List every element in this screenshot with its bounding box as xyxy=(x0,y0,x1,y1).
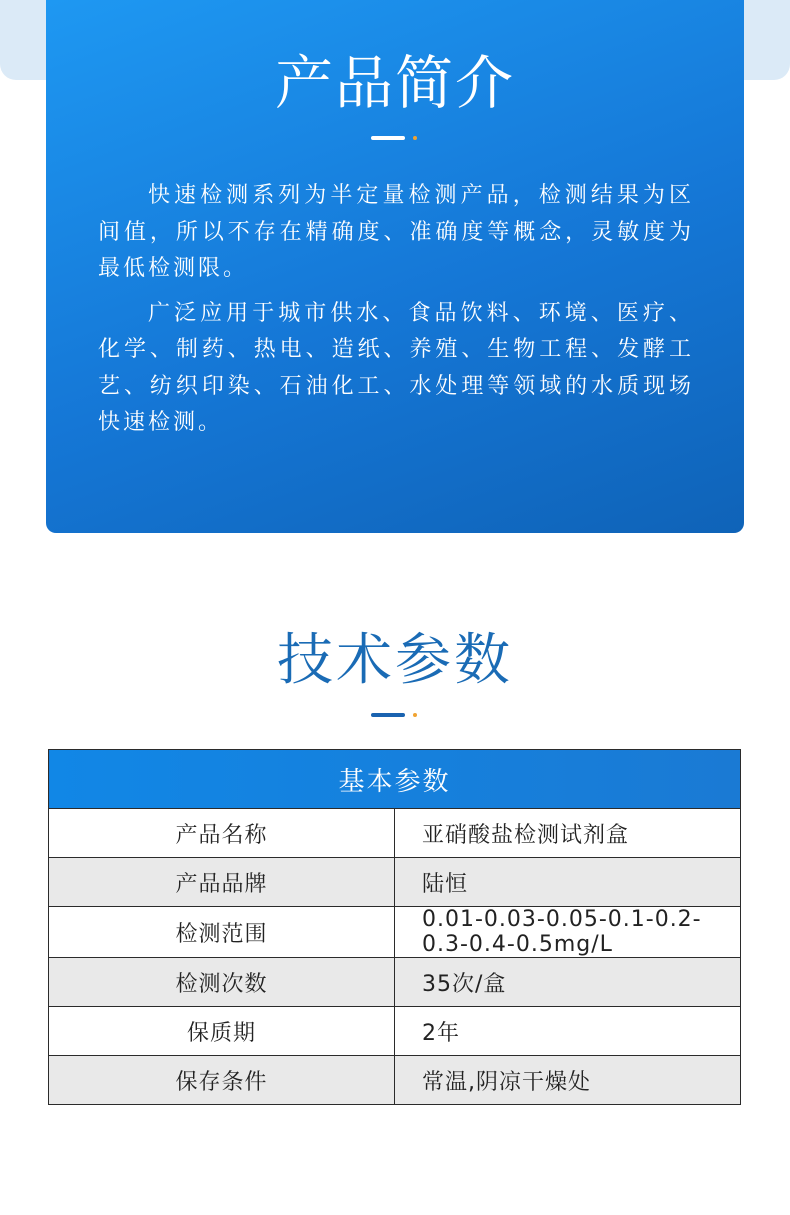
intro-title: 产品简介 xyxy=(274,49,515,117)
table-header: 基本参数 xyxy=(49,750,741,809)
row-value: 常温,阴凉干燥处 xyxy=(395,1056,741,1105)
row-value: 亚硝酸盐检测试剂盒 xyxy=(395,809,741,858)
row-value: 陆恒 xyxy=(395,858,741,907)
row-value: 2年 xyxy=(395,1007,741,1056)
specs-title: 技术参数 xyxy=(277,628,513,693)
divider-bar xyxy=(371,713,405,717)
divider-dot xyxy=(413,713,417,717)
intro-text xyxy=(98,178,694,450)
table-row xyxy=(49,1007,741,1056)
table-row xyxy=(49,809,741,858)
row-label: 产品品牌 xyxy=(49,858,395,907)
row-label: 检测次数 xyxy=(49,958,395,1007)
table-header-row xyxy=(49,750,741,809)
product-intro-card xyxy=(46,0,744,533)
divider-dot xyxy=(413,136,417,140)
row-value: 0.01-0.03-0.05-0.1-0.2-0.3-0.4-0.5mg/L xyxy=(395,907,741,958)
row-label: 检测范围 xyxy=(49,907,395,958)
divider-bar xyxy=(371,136,405,140)
intro-paragraph: 广泛应用于城市供水、食品饮料、环境、医疗、化学、制药、热电、造纸、养殖、生物工程、发酵工艺、纺织印染、石油化工、水处理等领域的水质现场快速检测。 xyxy=(98,300,694,435)
intro-paragraph: 快速检测系列为半定量检测产品，检测结果为区间值，所以不存在精确度、准确度等概念，灵敏度为最低检测限。 xyxy=(98,183,694,281)
row-value: 35次/盒 xyxy=(395,958,741,1007)
row-label: 产品名称 xyxy=(49,809,395,858)
table-row xyxy=(49,907,741,958)
row-label: 保质期 xyxy=(49,1007,395,1056)
row-label: 保存条件 xyxy=(49,1056,395,1105)
specs-table xyxy=(48,749,741,1105)
table-row xyxy=(49,858,741,907)
table-row xyxy=(49,958,741,1007)
table-row xyxy=(49,1056,741,1105)
